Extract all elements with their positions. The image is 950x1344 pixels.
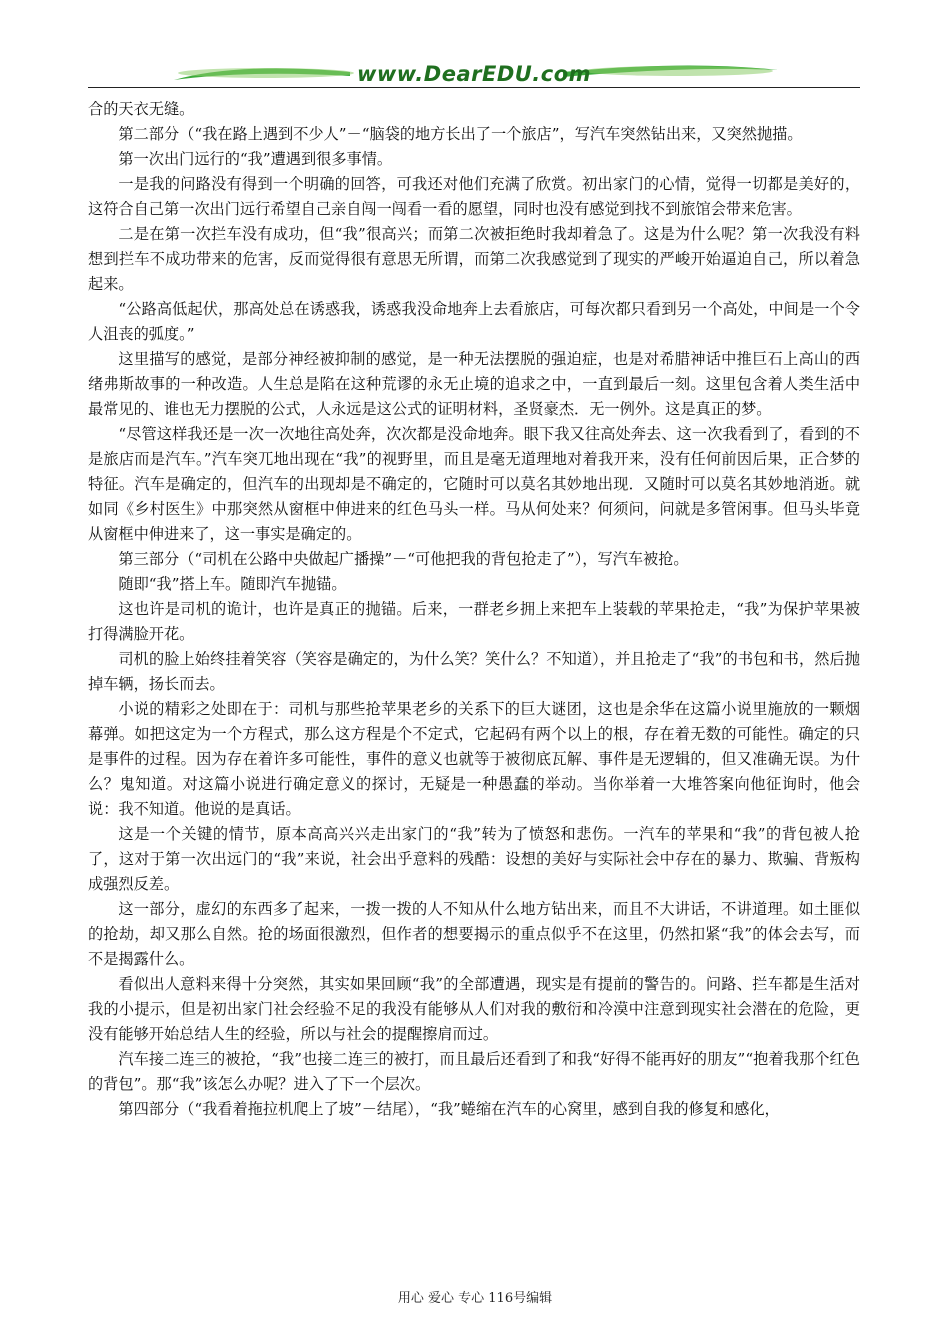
- paragraph: 第一次出门远行的“我”遭遇到很多事情。: [118, 150, 393, 168]
- paragraph: 看似出人意料来得十分突然，其实如果回顾“我”的全部遭遇，现实是有提前的警告的。问路、拦车都是生活对我的小提示，但是初出家门社会经验不足的我没有能够从人们对我的敷衍和冷漠中注意到现实社会潜在的危险，更没有能够开始总结人生的经验，所以与社会的提醒擦肩而过。: [88, 975, 860, 1043]
- header-divider: [88, 87, 860, 88]
- page-footer: 用心 爱心 专心 116号编辑: [397, 1291, 553, 1306]
- paragraph: 第二部分（“我在路上遇到不少人”－“脑袋的地方长出了一个旅店”，写汽车突然钻出来，又突然抛描。: [118, 125, 803, 143]
- paragraph: 汽车接二连三的被抢，“我”也接二连三的被打，而且最后还看到了和我“好得不能再好的朋友”“抱着我那个红色的背包”。那“我”该怎么办呢？进入了下一个层次。: [88, 1050, 860, 1093]
- paragraph: 第四部分（“我看着拖拉机爬上了坡”－结尾），“我”蜷缩在汽车的心窝里，感到自我的修复和感化，: [118, 1100, 780, 1118]
- paragraph: 这是一个关键的情节，原本高高兴兴走出家门的“我”转为了愤怒和悲伤。一汽车的苹果和“我”的背包被人抢了，这对于第一次出远门的“我”来说，社会出乎意料的残酷：设想的美好与实际社会中存在的暴力、欺骗、背叛构成强烈反差。: [88, 825, 860, 893]
- paragraph: 随即“我”搭上车。随即汽车抛锚。: [118, 575, 347, 593]
- paragraph: 这一部分，虚幻的东西多了起来，一拨一拨的人不知从什么地方钻出来，而且不大讲话，不讲道理。如土匪似的抢劫，却又那么自然。抢的场面很激烈，但作者的想要揭示的重点似乎不在这里，仍然扣紧“我”的体会去写，而不是揭露什么。: [88, 900, 860, 968]
- paragraph: “尽管这样我还是一次一次地往高处奔，次次都是没命地奔。眼下我又往高处奔去、这一次我看到了，看到的不是旅店而是汽车。”汽车突兀地出现在“我”的视野里，而且是毫无道理地对着我开来，没有任何前因后果，正合梦的特征。汽车是确定的，但汽车的出现却是不确定的，它随时可以莫名其妙地出现．又随时可以莫名其妙地消逝。就如同《乡村医生》中那突然从窗框中伸进来的红色马头一样。马从何处来？何须问，问就是多管闲事。但马头毕竟从窗框中伸进来了，这一事实是确定的。: [88, 425, 860, 543]
- paragraph: 第三部分（“司机在公路中央做起广播操”－“可他把我的背包抢走了”），写汽车被抢。: [118, 550, 689, 568]
- paragraph: 合的天衣无缝。: [88, 100, 195, 118]
- paragraph: 一是我的问路没有得到一个明确的回答，可我还对他们充满了欣赏。初出家门的心情，觉得一切都是美好的，这符合自己第一次出门远行希望自己亲自闯一闯看一看的愿望，同时也没有感觉到找不到旅馆会带来危害。: [88, 175, 860, 218]
- site-header-banner: [88, 60, 860, 90]
- article-body: [88, 97, 860, 1122]
- paragraph: 司机的脸上始终挂着笑容（笑容是确定的，为什么笑？笑什么？不知道），并且抢走了“我”的书包和书，然后抛掉车辆，扬长而去。: [88, 650, 860, 693]
- site-logo-text[interactable]: www.DearEDU.com: [356, 62, 592, 86]
- paragraph: “公路高低起伏，那高处总在诱惑我，诱惑我没命地奔上去看旅店，可每次都只看到另一个高处，中间是一个令人沮丧的弧度。”: [88, 300, 860, 343]
- paragraph: 小说的精彩之处即在于：司机与那些抢苹果老乡的关系下的巨大谜团，这也是余华在这篇小说里施放的一颗烟幕弹。如把这定为一个方程式，那么这方程是个不定式，它起码有两个以上的根，存在着无数的可能性。确定的只是事件的过程。因为存在着许多可能性，事件的意义也就等于被彻底瓦解、事件是无逻辑的，但又准确无误。为什么？鬼知道。对这篇小说进行确定意义的探讨，无疑是一种愚蠢的举动。当你举着一大堆答案向他征询时，他会说：我不知道。他说的是真话。: [88, 700, 860, 818]
- paragraph: 这也许是司机的诡计，也许是真正的抛锚。后来，一群老乡拥上来把车上装载的苹果抢走，“我”为保护苹果被打得满脸开花。: [88, 600, 860, 643]
- paragraph: 二是在第一次拦车没有成功，但“我”很高兴；而第二次被拒绝时我却着急了。这是为什么呢？第一次我没有料想到拦车不成功带来的危害，反而觉得很有意思无所谓，而第二次我感觉到了现实的严峻开始逼迫自己，所以着急起来。: [88, 225, 860, 293]
- paragraph: 这里描写的感觉，是部分神经被抑制的感觉，是一种无法摆脱的强迫症，也是对希腊神话中推巨石上高山的西绪弗斯故事的一种改造。人生总是陷在这种荒谬的永无止境的追求之中，一直到最后一刻。这里包含着人类生活中最常见的、谁也无力摆脱的公式，人永远是这公式的证明材料，圣贤豪杰．无一例外。这是真正的梦。: [88, 350, 860, 418]
